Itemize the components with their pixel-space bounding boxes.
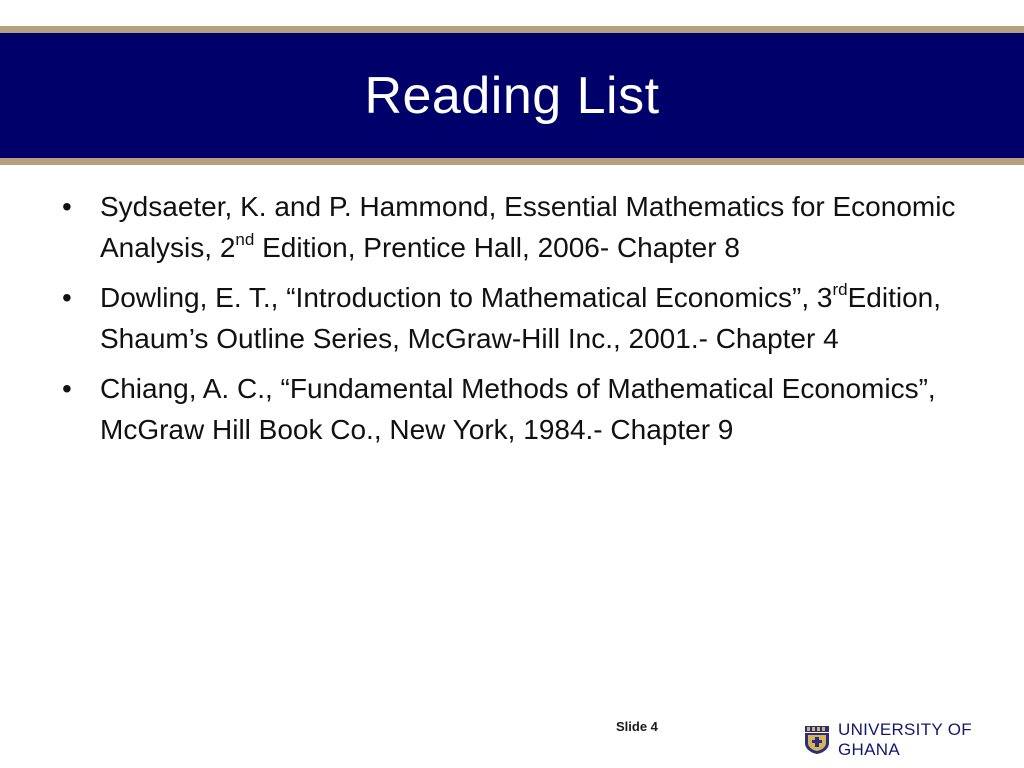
reading-item-text-continued: Edition, Prentice Hall, 2006- Chapter 8 [254,232,740,263]
university-crest-icon [804,725,830,755]
bullet-dot-icon: • [62,191,72,222]
reading-item-text: Sydsaeter, K. and P. Hammond, Essential Mathematics for Economic Analysis, 2 [100,191,956,263]
reading-list-item [60,368,960,450]
top-gold-rule [0,26,1024,33]
bullet-dot-icon: • [62,373,72,404]
bottom-gold-rule [0,158,1024,165]
logo-text: UNIVERSITY OF GHANA [838,720,972,759]
ordinal-suffix: nd [235,230,255,249]
title-banner [0,33,1024,158]
bullet-dot-icon: • [62,282,72,313]
slide-number: Slide 4 [616,719,658,734]
university-logo [804,720,1024,760]
reading-item-text: Dowling, E. T., “Introduction to Mathematical Economics”, 3 [100,282,833,313]
reading-list-item [60,186,960,268]
reading-list [60,186,960,450]
slide-title: Reading List [364,66,660,125]
reading-list-item [60,277,960,359]
slide-content [60,186,960,459]
reading-item-text-continued: Edition, Shaum’s Outline Series, McGraw-Hill Inc., 2001.- Chapter 4 [100,282,941,354]
ordinal-suffix: rd [832,280,848,299]
reading-item-text: Chiang, A. C., “Fundamental Methods of Mathematical Economics”, McGraw Hill Book Co., New York, 1984.- Chapter 9 [100,373,936,445]
